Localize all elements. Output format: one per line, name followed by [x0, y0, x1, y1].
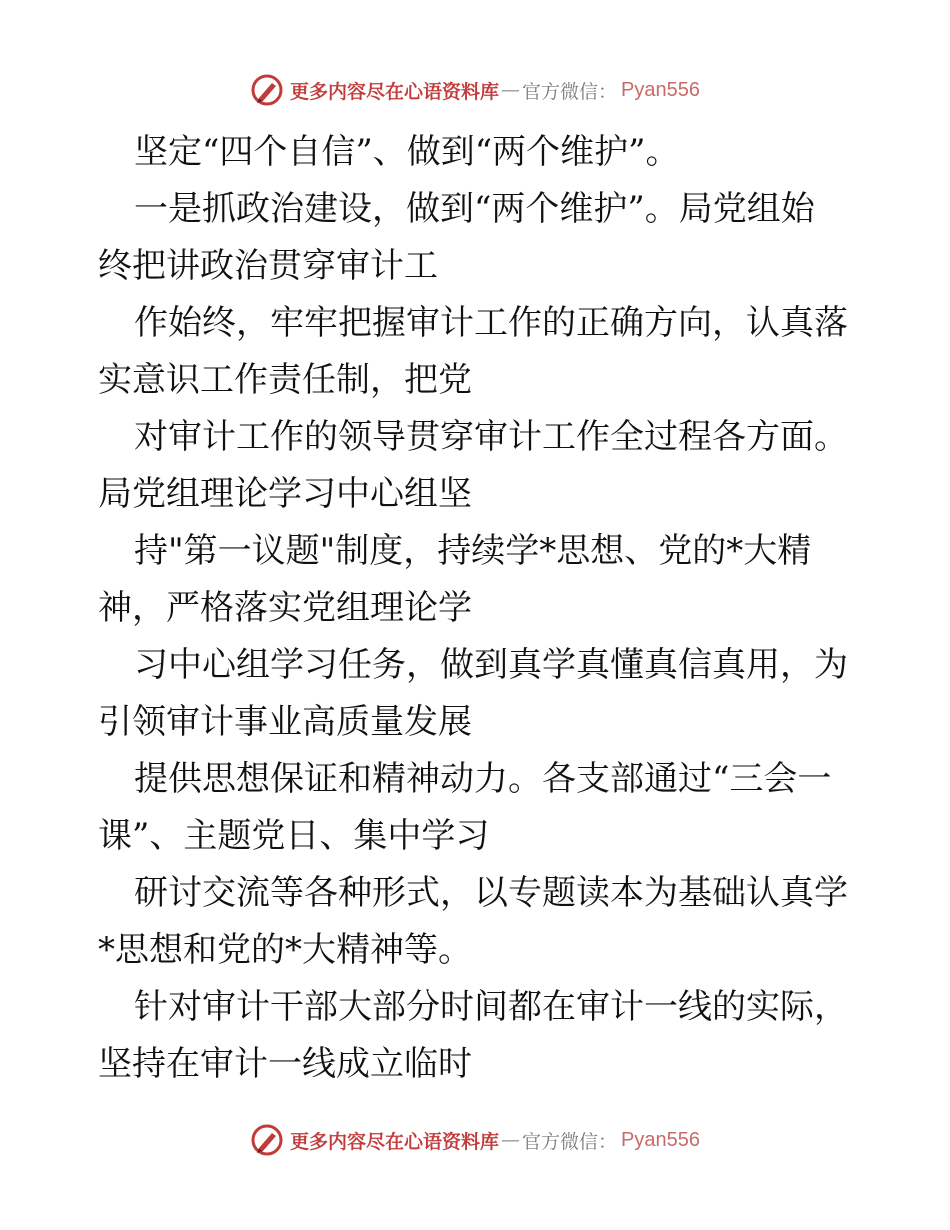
watermark-separator: —: [501, 1129, 521, 1151]
body-line: 实意识工作责任制，把党: [98, 360, 472, 400]
body-line: 习中心组学习任务，做到真学真懂真信真用，为: [134, 645, 848, 685]
watermark-official-label: 官方微信：: [522, 80, 618, 103]
body-line: 坚定“四个自信”、做到“两个维护”。: [134, 132, 680, 172]
watermark-brand: 更多内容尽在心语资料库: [290, 80, 500, 103]
body-line: 一是抓政治建设，做到“两个维护”。局党组始: [134, 189, 815, 229]
body-line: 局党组理论学习中心组坚: [98, 474, 472, 514]
watermark-separator: —: [501, 79, 521, 101]
pen-logo-icon: [250, 1123, 284, 1157]
body-line: 提供思想保证和精神动力。各支部通过“三会一: [134, 759, 832, 799]
watermark-brand: 更多内容尽在心语资料库: [290, 1130, 500, 1153]
watermark-wechat-id: Pyan556: [621, 78, 700, 101]
body-line: *思想和党的*大精神等。: [98, 930, 472, 970]
watermark-official-label: 官方微信：: [522, 1130, 618, 1153]
document-body: [98, 124, 858, 1093]
body-line: 持"第一议题"制度，持续学*思想、党的*大精: [134, 531, 812, 571]
pen-logo-icon: [250, 73, 284, 107]
body-line: 终把讲政治贯穿审计工: [98, 246, 438, 286]
body-line: 对审计工作的领导贯穿审计工作全过程各方面。: [134, 417, 848, 457]
body-line: 课”、主题党日、集中学习: [98, 816, 490, 856]
body-line: 坚持在审计一线成立临时: [98, 1044, 472, 1084]
body-line: 针对审计干部大部分时间都在审计一线的实际，: [134, 987, 848, 1027]
footer-watermark: [0, 1120, 950, 1160]
body-line: 引领审计事业高质量发展: [98, 702, 472, 742]
body-line: 作始终，牢牢把握审计工作的正确方向，认真落: [134, 303, 848, 343]
body-line: 研讨交流等各种形式，以专题读本为基础认真学: [134, 873, 848, 913]
header-watermark: [0, 70, 950, 110]
body-line: 神，严格落实党组理论学: [98, 588, 472, 628]
watermark-wechat-id: Pyan556: [621, 1128, 700, 1151]
